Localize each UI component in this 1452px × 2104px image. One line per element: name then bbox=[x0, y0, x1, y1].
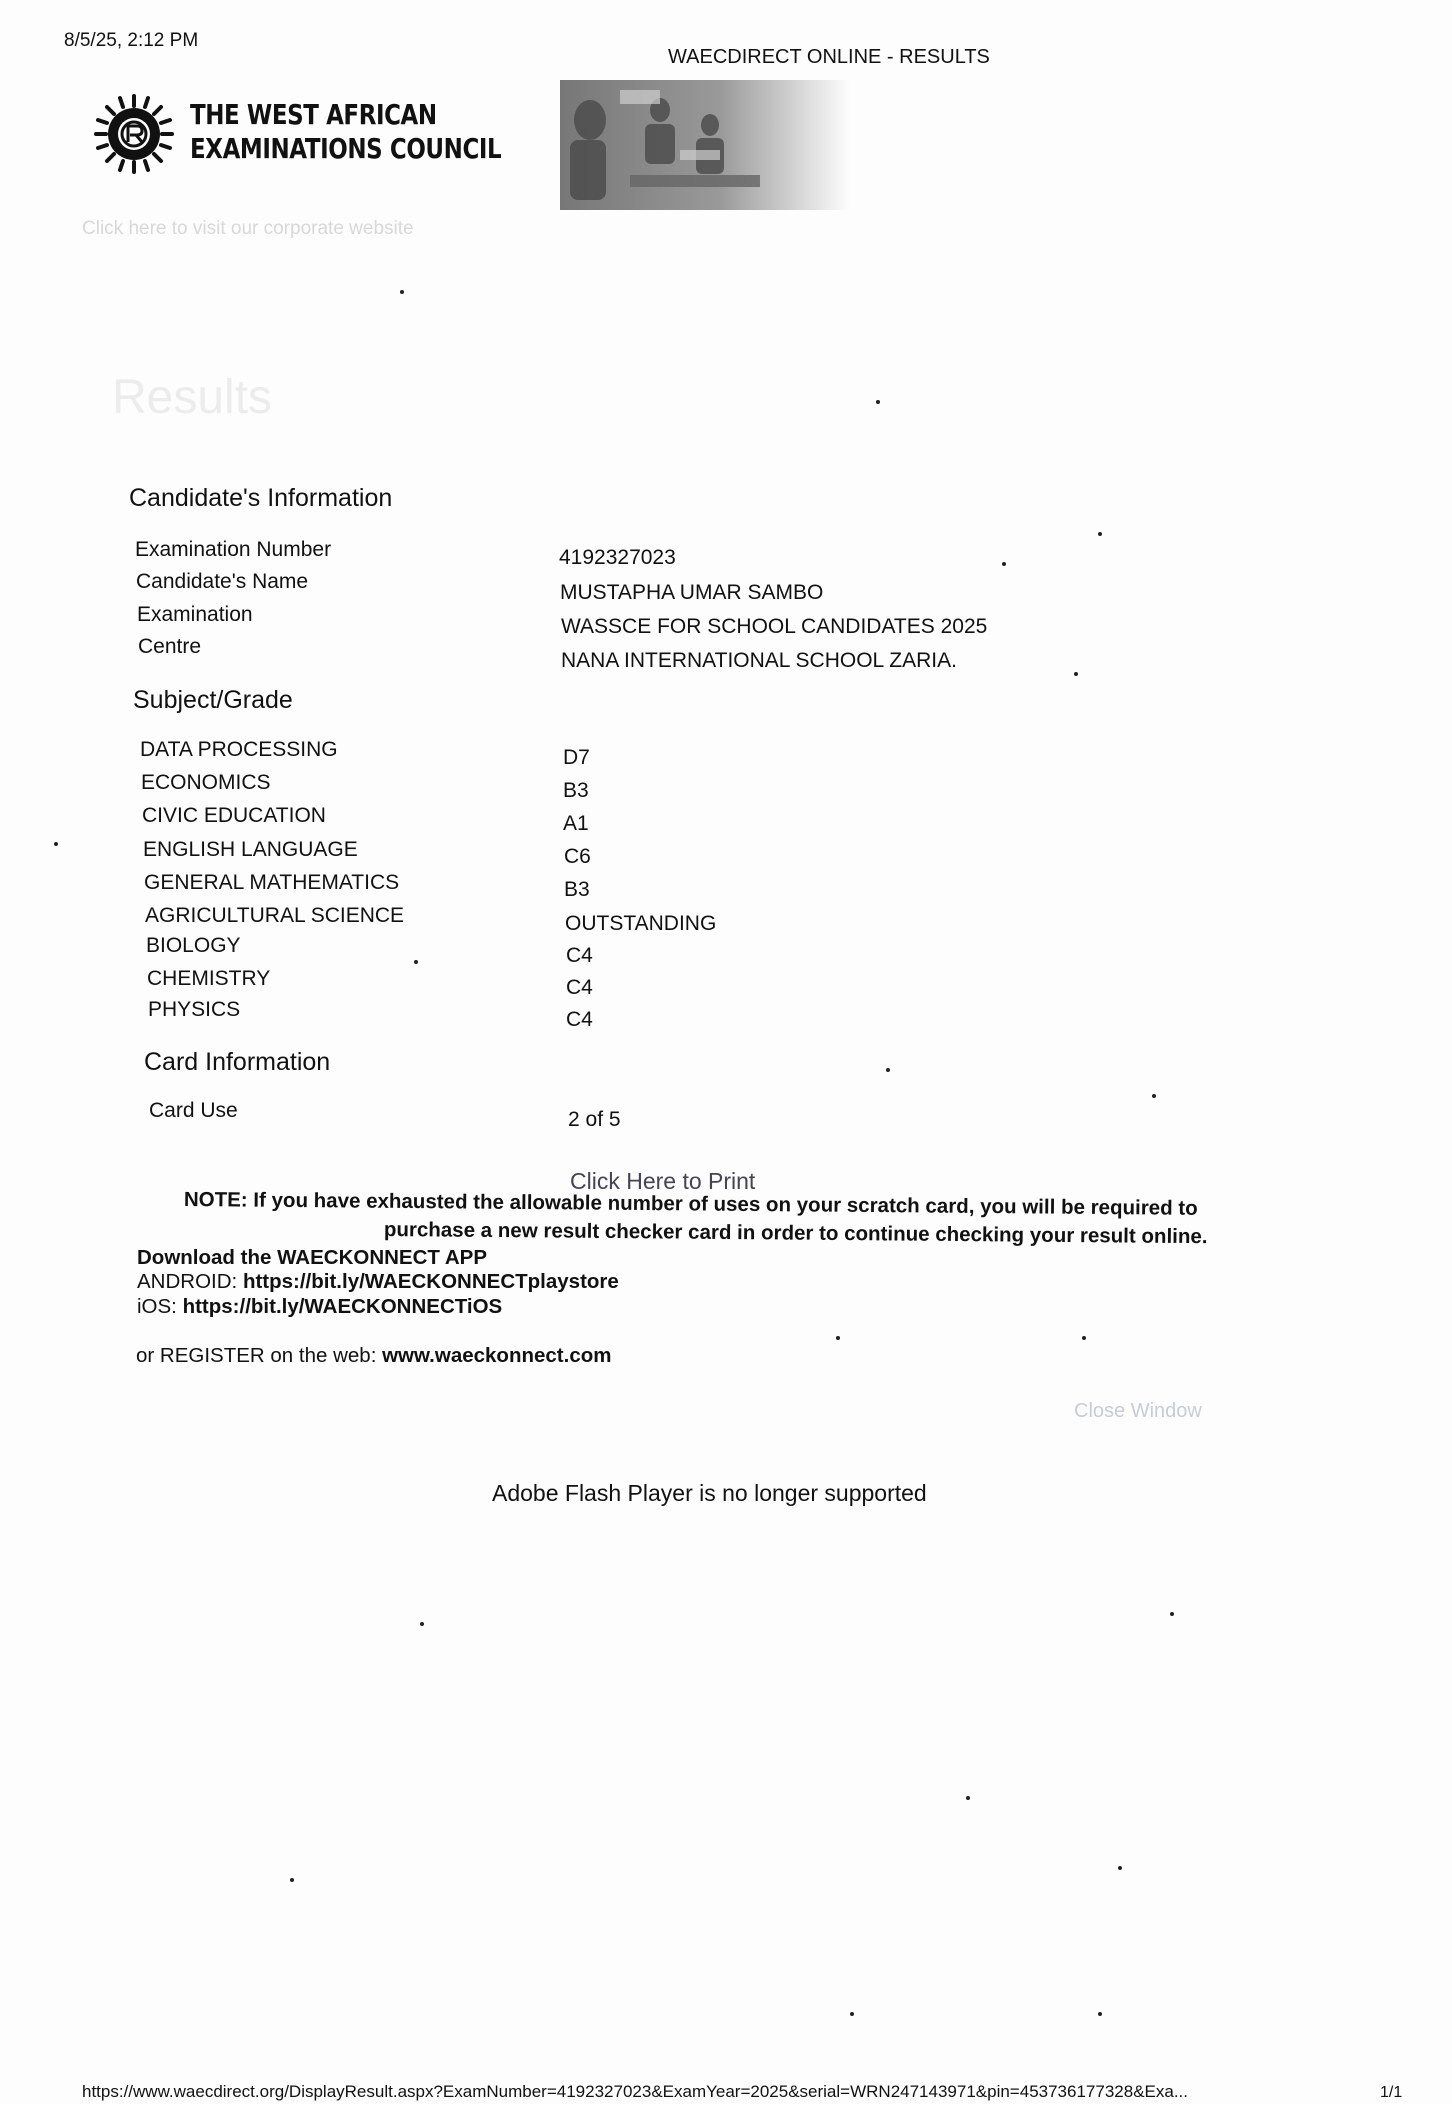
android-link[interactable]: https://bit.ly/WAECKONNECTplaystore bbox=[242, 1270, 619, 1293]
scan-speck bbox=[54, 842, 58, 846]
card-info-heading: Card Information bbox=[144, 1048, 331, 1076]
scan-speck bbox=[1118, 1866, 1122, 1870]
logo-line-2: EXAMINATIONS COUNCIL bbox=[190, 132, 502, 165]
subject-grade: C4 bbox=[566, 976, 593, 999]
ios-label: iOS: bbox=[137, 1295, 177, 1318]
waec-logo[interactable] bbox=[92, 92, 512, 188]
register-label: or REGISTER on the web: bbox=[136, 1344, 377, 1367]
subject-name: PHYSICS bbox=[148, 998, 241, 1021]
scan-speck bbox=[1002, 562, 1006, 566]
scan-speck bbox=[400, 290, 404, 294]
close-window-link[interactable]: Close Window bbox=[1074, 1400, 1202, 1422]
results-heading: Results bbox=[112, 371, 273, 424]
exam-number-label: Examination Number bbox=[135, 538, 332, 561]
subject-grade: OUTSTANDING bbox=[565, 912, 717, 935]
subject-grade: A1 bbox=[563, 812, 589, 835]
examination-label: Examination bbox=[137, 603, 253, 626]
subject-name: CIVIC EDUCATION bbox=[142, 804, 326, 827]
subject-name: DATA PROCESSING bbox=[140, 738, 338, 761]
note-line-1: NOTE: If you have exhausted the allowable number of uses on your scratch card, you will be required to bbox=[183, 1188, 1198, 1220]
scan-speck bbox=[850, 2012, 854, 2016]
register-line bbox=[136, 1344, 611, 1368]
scan-speck bbox=[414, 960, 418, 964]
subject-grade: D7 bbox=[563, 746, 590, 769]
corporate-website-link[interactable]: Click here to visit our corporate website bbox=[82, 218, 414, 239]
scan-speck bbox=[1170, 1612, 1174, 1616]
subject-name: ECONOMICS bbox=[141, 771, 271, 794]
logo-line-1: THE WEST AFRICAN bbox=[190, 98, 437, 131]
scan-speck bbox=[1098, 2012, 1102, 2016]
scan-speck bbox=[876, 400, 880, 404]
subject-grade: B3 bbox=[564, 878, 590, 901]
ios-link[interactable]: https://bit.ly/WAECKONNECTiOS bbox=[182, 1295, 503, 1318]
header-banner-image bbox=[560, 80, 850, 210]
subject-name: ENGLISH LANGUAGE bbox=[143, 838, 358, 861]
print-link[interactable]: Click Here to Print bbox=[570, 1168, 756, 1194]
candidate-name-value: MUSTAPHA UMAR SAMBO bbox=[560, 581, 824, 604]
scan-speck bbox=[420, 1622, 424, 1626]
centre-value: NANA INTERNATIONAL SCHOOL ZARIA. bbox=[561, 649, 957, 672]
subject-name: BIOLOGY bbox=[146, 934, 241, 957]
scan-speck bbox=[1074, 672, 1078, 676]
subject-grade-heading: Subject/Grade bbox=[133, 686, 293, 714]
scan-speck bbox=[886, 1068, 890, 1072]
scan-speck bbox=[1098, 532, 1102, 536]
subject-name: GENERAL MATHEMATICS bbox=[144, 871, 400, 894]
register-link[interactable]: www.waeckonnect.com bbox=[382, 1344, 612, 1367]
footer-page-number: 1/1 bbox=[1380, 2084, 1403, 2101]
ios-line bbox=[137, 1295, 502, 1319]
logo-wordmark bbox=[190, 98, 501, 166]
exam-number-value: 4192327023 bbox=[559, 546, 676, 569]
android-label: ANDROID: bbox=[137, 1270, 238, 1293]
subject-grade: C4 bbox=[566, 944, 593, 967]
scan-speck bbox=[290, 1878, 294, 1882]
subject-name: AGRICULTURAL SCIENCE bbox=[145, 904, 405, 927]
print-datetime: 8/5/25, 2:12 PM bbox=[64, 30, 199, 51]
waec-emblem-icon bbox=[92, 92, 176, 176]
note-line-2: purchase a new result checker card in order to continue checking your result online. bbox=[383, 1218, 1208, 1249]
download-app-title: Download the WAECKONNECT APP bbox=[137, 1246, 488, 1269]
scan-speck bbox=[836, 1336, 840, 1340]
page-title: WAECDIRECT ONLINE - RESULTS bbox=[668, 46, 990, 68]
centre-label: Centre bbox=[138, 635, 202, 658]
examination-value: WASSCE FOR SCHOOL CANDIDATES 2025 bbox=[561, 615, 988, 638]
scan-speck bbox=[1082, 1336, 1086, 1340]
card-use-value: 2 of 5 bbox=[568, 1108, 621, 1131]
scan-speck bbox=[1152, 1094, 1156, 1098]
scan-speck bbox=[966, 1796, 970, 1800]
subject-name: CHEMISTRY bbox=[147, 967, 271, 990]
footer-url: https://www.waecdirect.org/DisplayResult.aspx?ExamNumber=4192327023&ExamYear=2025&serial=WRN247143971&pin=453736177328&Exa... bbox=[82, 2082, 1188, 2101]
android-line bbox=[137, 1270, 619, 1294]
subject-grade: C6 bbox=[564, 845, 591, 868]
candidate-name-label: Candidate's Name bbox=[136, 570, 309, 593]
card-use-label: Card Use bbox=[149, 1099, 238, 1122]
candidate-info-heading: Candidate's Information bbox=[129, 484, 393, 512]
subject-grade: C4 bbox=[566, 1008, 593, 1031]
subject-grade: B3 bbox=[563, 779, 589, 802]
flash-unsupported-message: Adobe Flash Player is no longer supported bbox=[492, 1480, 927, 1506]
